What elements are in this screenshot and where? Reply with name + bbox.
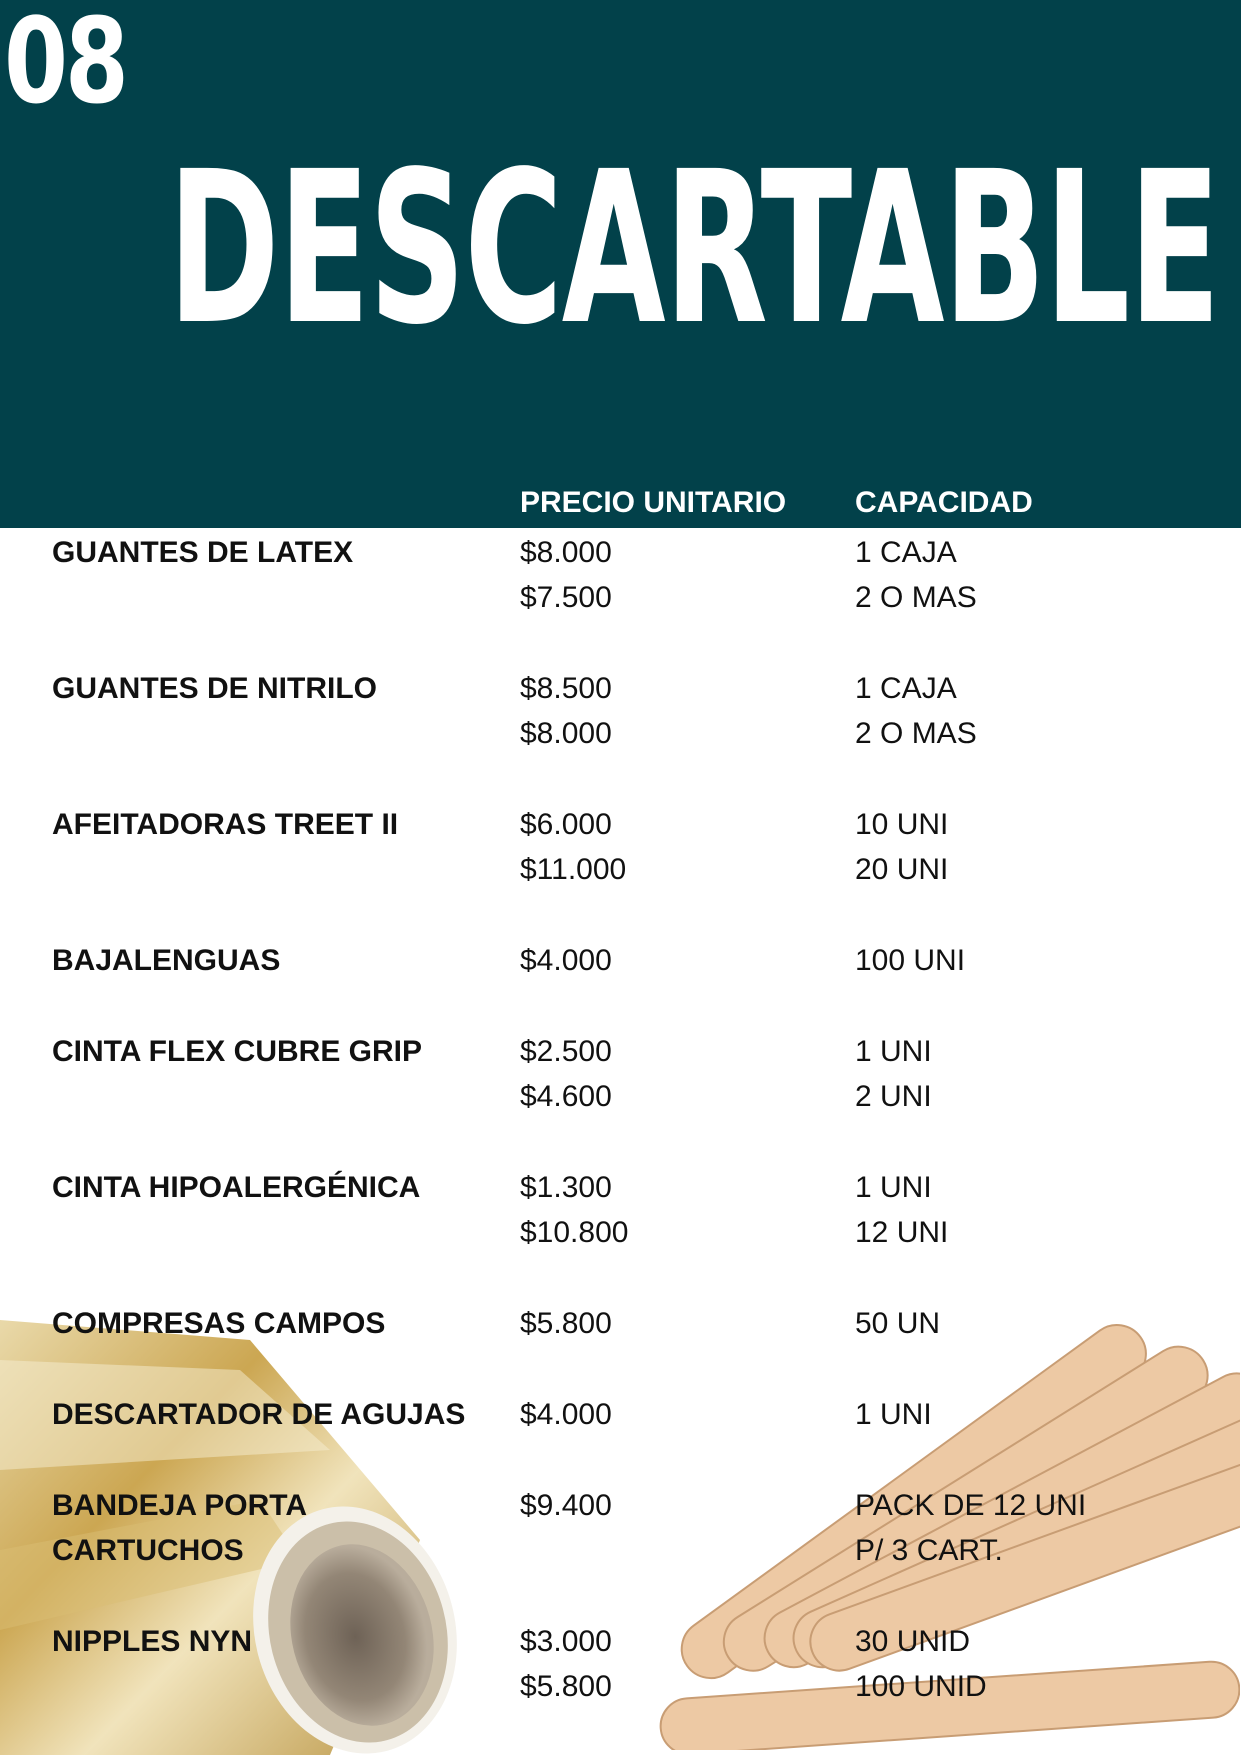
- capacity-value: 2 UNI: [855, 1080, 932, 1113]
- capacity-value: 10 UNI: [855, 808, 949, 841]
- price-value: $7.500: [520, 581, 612, 614]
- product-name: BANDEJA PORTA CARTUCHOS: [52, 1489, 308, 1567]
- price-value: $9.400: [520, 1489, 612, 1522]
- capacity-value: 100 UNID: [855, 1670, 987, 1703]
- capacity-value: 2 O MAS: [855, 717, 977, 750]
- product-capacities: [855, 530, 977, 620]
- price-value: $3.000: [520, 1625, 612, 1658]
- price-value: $4.600: [520, 1080, 612, 1113]
- product-capacities: [855, 1483, 1086, 1573]
- product-name: CINTA HIPOALERGÉNICA: [52, 1171, 421, 1204]
- product-name: GUANTES DE LATEX: [52, 536, 354, 569]
- product-capacities: [855, 802, 948, 892]
- price-value: $8.000: [520, 536, 612, 569]
- product-name: CINTA FLEX CUBRE GRIP: [52, 1035, 423, 1068]
- capacity-value: 30 UNID: [855, 1625, 971, 1658]
- capacity-value: P/ 3 CART.: [855, 1534, 1003, 1567]
- price-value: $4.000: [520, 944, 612, 977]
- price-value: $8.000: [520, 717, 612, 750]
- product-prices: [520, 666, 612, 756]
- product-name: GUANTES DE NITRILO: [52, 672, 378, 705]
- product-prices: [520, 530, 612, 620]
- product-capacities: [855, 1029, 932, 1119]
- price-value: $5.800: [520, 1670, 612, 1703]
- product-name: DESCARTADOR DE AGUJAS: [52, 1398, 466, 1431]
- capacity-value: 1 UNI: [855, 1398, 932, 1431]
- page-number: 08: [4, 0, 126, 130]
- product-name: BAJALENGUAS: [52, 944, 281, 977]
- product-prices: [520, 938, 612, 983]
- product-capacities: [855, 666, 977, 756]
- column-header-price: PRECIO UNITARIO: [520, 486, 787, 519]
- capacity-value: 50 UN: [855, 1307, 941, 1340]
- capacity-value: 1 CAJA: [855, 672, 957, 705]
- product-capacities: [855, 1165, 948, 1255]
- capacity-value: 1 UNI: [855, 1171, 932, 1204]
- product-capacities: [855, 1619, 987, 1709]
- column-header-capacity: CAPACIDAD: [855, 486, 1033, 519]
- product-capacities: [855, 1392, 932, 1437]
- product-prices: [520, 1301, 612, 1346]
- capacity-value: 100 UNI: [855, 944, 966, 977]
- capacity-value: 2 O MAS: [855, 581, 977, 614]
- capacity-value: 1 CAJA: [855, 536, 957, 569]
- product-name: NIPPLES NYN: [52, 1625, 253, 1658]
- product-capacities: [855, 1301, 940, 1346]
- page-title: DESCARTABLE: [168, 126, 1220, 371]
- price-value: $11.000: [520, 853, 627, 886]
- capacity-value: 1 UNI: [855, 1035, 932, 1068]
- product-name: COMPRESAS CAMPOS: [52, 1307, 386, 1340]
- product-prices: [520, 1029, 612, 1119]
- capacity-value: 12 UNI: [855, 1216, 949, 1249]
- product-prices: [520, 1392, 612, 1437]
- product-prices: [520, 1165, 628, 1255]
- product-prices: [520, 1619, 612, 1709]
- product-prices: [520, 802, 626, 892]
- product-prices: [520, 1483, 612, 1528]
- price-value: $10.800: [520, 1216, 629, 1249]
- price-value: $4.000: [520, 1398, 612, 1431]
- capacity-value: 20 UNI: [855, 853, 949, 886]
- price-value: $5.800: [520, 1307, 612, 1340]
- price-value: $2.500: [520, 1035, 612, 1068]
- price-value: $1.300: [520, 1171, 612, 1204]
- price-value: $8.500: [520, 672, 612, 705]
- product-capacities: [855, 938, 965, 983]
- price-value: $6.000: [520, 808, 612, 841]
- product-name: AFEITADORAS TREET II: [52, 808, 399, 841]
- capacity-value: PACK DE 12 UNI: [855, 1489, 1087, 1522]
- header-banner: [0, 0, 1241, 528]
